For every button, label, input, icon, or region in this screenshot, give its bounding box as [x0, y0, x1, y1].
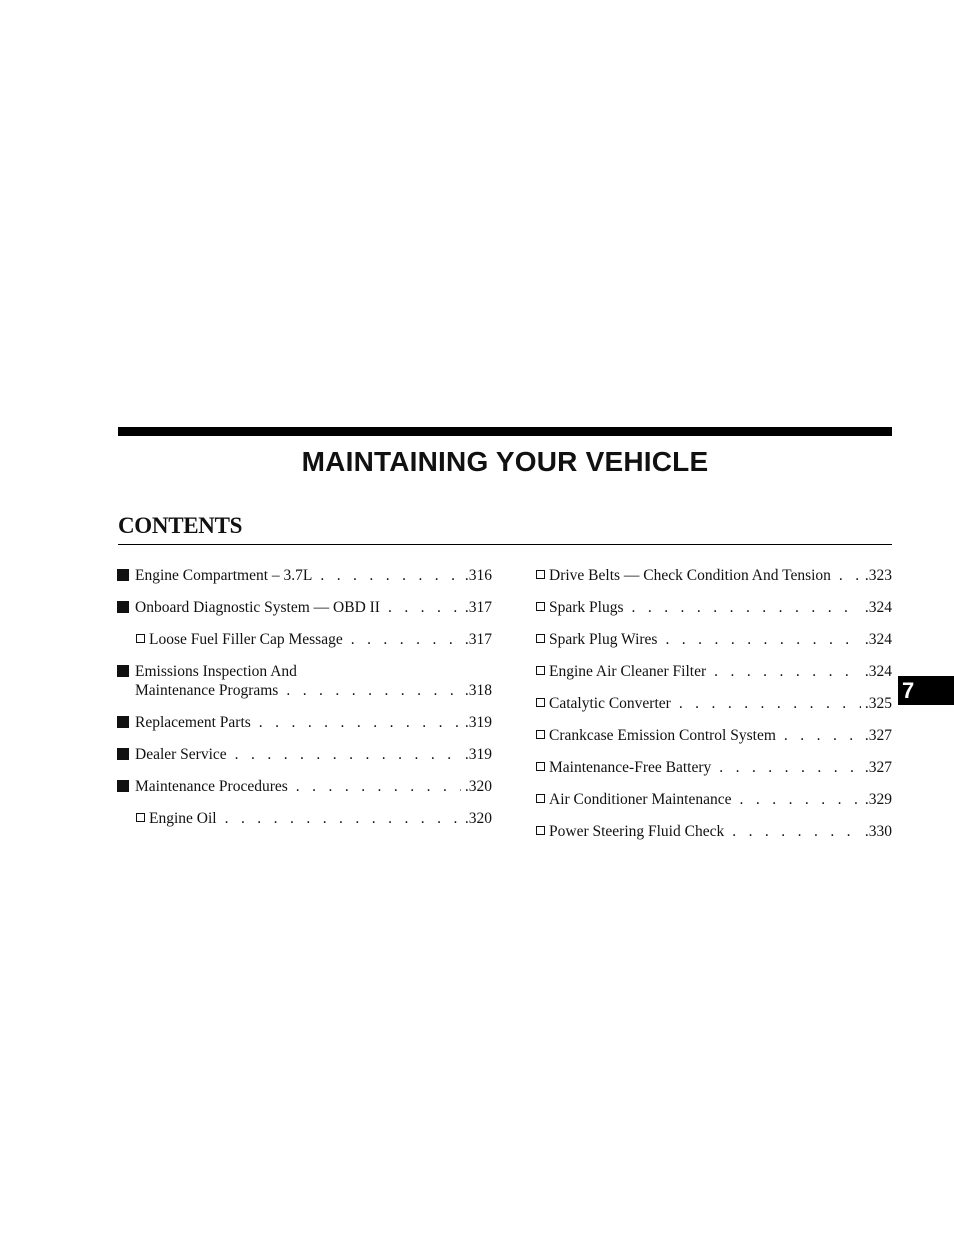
toc-entry-page: .316 — [464, 567, 492, 584]
hollow-square-bullet-icon — [536, 602, 545, 611]
contents-heading: CONTENTS — [118, 513, 243, 538]
hollow-square-bullet-icon — [536, 634, 545, 643]
toc-entry-label: Spark Plugs — [549, 599, 624, 616]
toc-entry-label: Onboard Diagnostic System — OBD II — [135, 599, 380, 616]
toc-entry-page: .323 — [864, 567, 892, 584]
toc-entry-label: Power Steering Fluid Check — [549, 823, 725, 840]
chapter-top-rule — [118, 427, 892, 436]
toc-entry[interactable] — [536, 758, 892, 786]
toc-entry-label: Catalytic Converter — [549, 695, 671, 712]
toc-entry-label: Engine Oil — [149, 810, 217, 827]
toc-entry[interactable] — [117, 598, 492, 626]
toc-left-column — [117, 562, 492, 837]
hollow-square-bullet-icon — [536, 570, 545, 579]
toc-entry-page: .325 — [864, 695, 892, 712]
toc-entry-page: .327 — [864, 727, 892, 744]
toc-entry[interactable] — [536, 566, 892, 594]
toc-entry-page: .329 — [864, 791, 892, 808]
toc-entry-label: Crankcase Emission Control System — [549, 727, 776, 744]
toc-entry-page: .319 — [464, 714, 492, 731]
hollow-square-bullet-icon — [136, 634, 145, 643]
toc-entry[interactable] — [117, 662, 492, 709]
toc-entry[interactable] — [536, 726, 892, 754]
hollow-square-bullet-icon — [536, 730, 545, 739]
toc-entry[interactable] — [117, 713, 492, 741]
toc-entry-page: .324 — [864, 599, 892, 616]
toc-entry-page: .317 — [464, 631, 492, 648]
toc-entry[interactable] — [117, 566, 492, 594]
toc-entry-label: Spark Plug Wires — [549, 631, 658, 648]
toc-entry-label: Replacement Parts — [135, 714, 251, 731]
square-bullet-icon — [117, 601, 129, 613]
toc-entry-page: .319 — [464, 746, 492, 763]
toc-entry[interactable] — [536, 662, 892, 690]
toc-entry-page: .320 — [464, 778, 492, 795]
toc-entry-label: Maintenance-Free Battery — [549, 759, 712, 776]
toc-entry[interactable] — [536, 598, 892, 626]
toc-entry-label: Engine Compartment – 3.7L — [135, 567, 313, 584]
toc-entry[interactable] — [536, 630, 892, 658]
toc-entry-label: Emissions Inspection And — [135, 663, 297, 680]
toc-entry-label: Dealer Service — [135, 746, 227, 763]
toc-entry-label: Drive Belts — Check Condition And Tension — [549, 567, 831, 584]
toc-entry-page: .324 — [864, 631, 892, 648]
toc-entry-page: .318 — [464, 682, 492, 699]
toc-right-column — [536, 562, 892, 850]
toc-entry[interactable] — [536, 790, 892, 818]
toc-entry[interactable] — [117, 809, 492, 837]
toc-entry[interactable] — [117, 630, 492, 658]
square-bullet-icon — [117, 665, 129, 677]
hollow-square-bullet-icon — [536, 666, 545, 675]
square-bullet-icon — [117, 716, 129, 728]
toc-entry[interactable] — [117, 777, 492, 805]
hollow-square-bullet-icon — [536, 826, 545, 835]
square-bullet-icon — [117, 748, 129, 760]
toc-entry-page: .327 — [864, 759, 892, 776]
toc-entry-page: .317 — [464, 599, 492, 616]
toc-entry[interactable] — [536, 822, 892, 850]
toc-entry-label: Maintenance Procedures — [135, 778, 288, 795]
chapter-title: MAINTAINING YOUR VEHICLE — [301, 446, 709, 477]
toc-entry-label: Engine Air Cleaner Filter — [549, 663, 707, 680]
toc-entry-label: Loose Fuel Filler Cap Message — [149, 631, 343, 648]
hollow-square-bullet-icon — [536, 698, 545, 707]
chapter-tab: 7 — [898, 676, 954, 705]
toc-entry-page: .330 — [864, 823, 892, 840]
toc-entry[interactable] — [536, 694, 892, 722]
contents-rule — [118, 544, 892, 545]
toc-entry[interactable] — [117, 745, 492, 773]
hollow-square-bullet-icon — [536, 794, 545, 803]
toc-entry-label: Air Conditioner Maintenance — [549, 791, 732, 808]
square-bullet-icon — [117, 569, 129, 581]
square-bullet-icon — [117, 780, 129, 792]
hollow-square-bullet-icon — [536, 762, 545, 771]
toc-entry-label-continued: Maintenance Programs — [135, 682, 279, 699]
toc-entry-page: .324 — [864, 663, 892, 680]
hollow-square-bullet-icon — [136, 813, 145, 822]
toc-entry-page: .320 — [464, 810, 492, 827]
